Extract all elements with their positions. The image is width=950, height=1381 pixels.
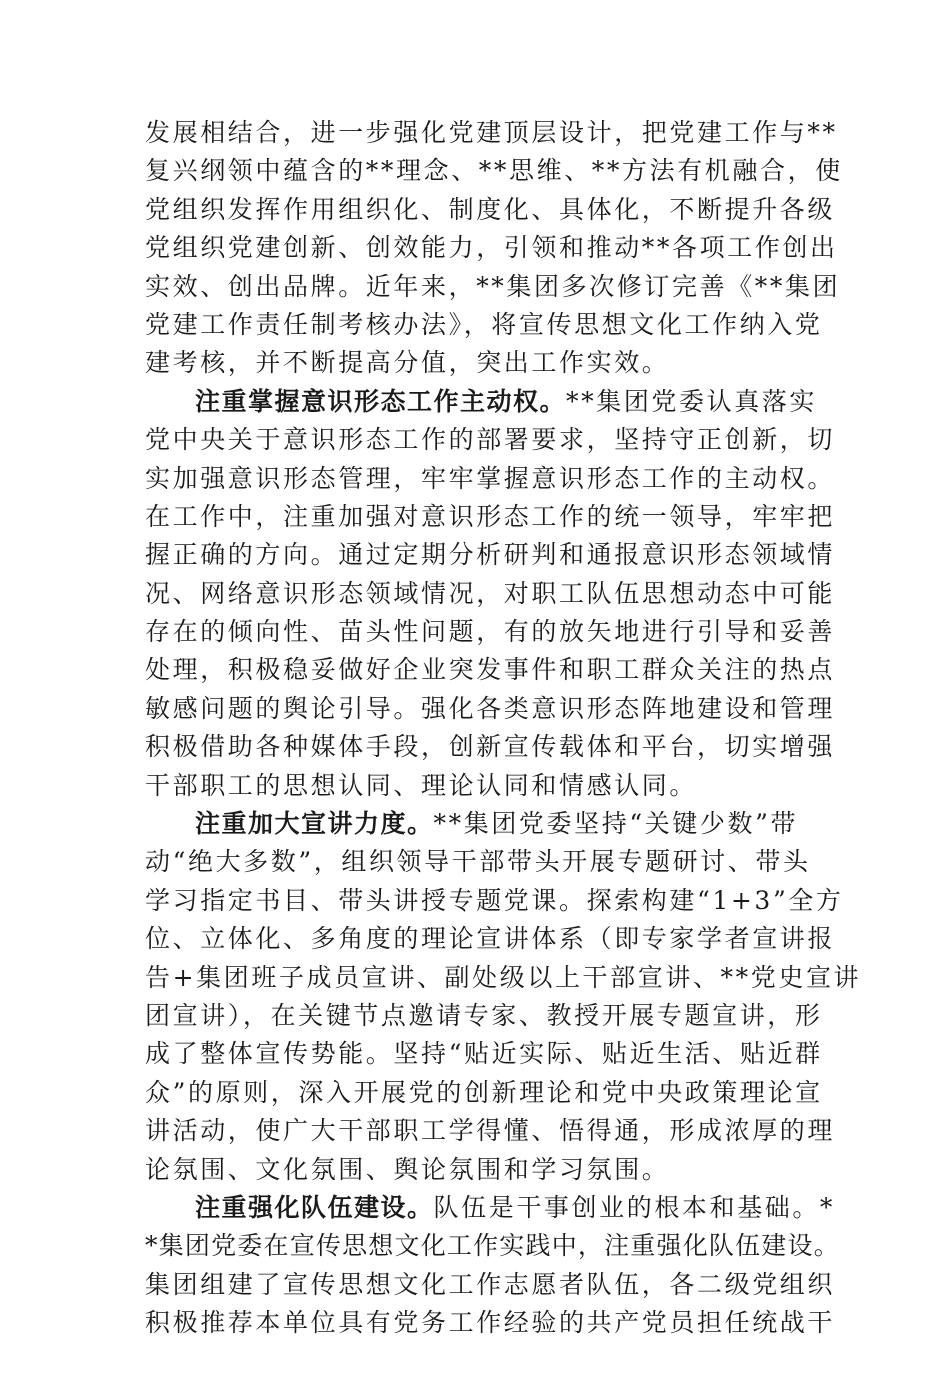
paragraph-line: 学习指定书目、带头讲授专题党课。探索构建“1+3”全方 xyxy=(145,885,844,915)
paragraph-line: *集团党委在宣传思想文化工作实践中，注重强化队伍建设。 xyxy=(145,1231,840,1261)
paragraph-line: 党组织党建创新、创效能力，引领和推动**各项工作创出 xyxy=(145,233,838,263)
paragraph-line: 实效、创出品牌。近年来，**集团多次修订完善《**集团 xyxy=(145,271,841,301)
paragraph-first-line xyxy=(145,383,845,421)
paragraph-text: **集团党委认真落实 xyxy=(566,386,818,416)
paragraph-line: 发展相结合，进一步强化党建顶层设计，把党建工作与** xyxy=(145,118,838,147)
paragraph-line: 党中央关于意识形态工作的部署要求，坚持守正创新，切 xyxy=(145,425,836,455)
paragraph-line: 动“绝大多数”，组织领导干部带头开展专题研讨、带头 xyxy=(145,847,811,877)
paragraph-line: 况、网络意识形态领域情况，对职工队伍思想动态中可能 xyxy=(145,578,836,608)
paragraph-line: 积极推荐本单位具有党务工作经验的共产党员担任统战干 xyxy=(145,1308,836,1338)
paragraph-line: 实加强意识形态管理，牢牢掌握意识形态工作的主动权。 xyxy=(145,463,836,493)
paragraph-line xyxy=(145,1343,845,1381)
paragraph-line: 握正确的方向。通过定期分析研判和通报意识形态领域情 xyxy=(145,540,836,570)
paragraph-text: 队伍是干事创业的根本和基础。* xyxy=(433,1192,836,1222)
section-heading: 注重加大宣讲力度。 xyxy=(195,809,434,839)
paragraph-line: 存在的倾向性、苗头性问题，有的放矢地进行引导和妥善 xyxy=(145,617,836,647)
paragraph-line: 复兴纲领中蕴含的**理念、**思维、**方法有机融合，使 xyxy=(145,156,843,186)
paragraph-line: 论氛围、文化氛围、舆论氛围和学习氛围。 xyxy=(145,1154,670,1184)
paragraph-line: 干部职工的思想认同、理论认同和情感认同。 xyxy=(145,770,698,800)
paragraph-line: 告+集团班子成员宣讲、副处级以上干部宣讲、**党史宣讲 xyxy=(145,962,862,992)
paragraph-line: 党组织发挥作用组织化、制度化、具体化，不断提升各级 xyxy=(145,194,836,224)
section-heading: 注重掌握意识形态工作主动权。 xyxy=(195,386,567,416)
paragraph-line: 位、立体化、多角度的理论宣讲体系（即专家学者宣讲报 xyxy=(145,924,836,954)
paragraph-first-line xyxy=(145,1189,845,1227)
paragraph-line: 敏感问题的舆论引导。强化各类意识形态阵地建设和管理 xyxy=(145,693,836,723)
paragraph-line: 积极借助各种媒体手段，创新宣传载体和平台，切实增强 xyxy=(145,732,836,762)
paragraph-line: 团宣讲），在关键节点邀请专家、教授开展专题宣讲，形 xyxy=(145,1000,823,1030)
paragraph-text: **集团党委坚持“关键少数”带 xyxy=(433,809,799,839)
paragraph-line: 集团组建了宣传思想文化工作志愿者队伍，各二级党组织 xyxy=(145,1269,836,1299)
section-heading: 注重强化队伍建设。 xyxy=(195,1192,434,1222)
paragraph-line: 在工作中，注重加强对意识形态工作的统一领导，牢牢把 xyxy=(145,501,836,531)
paragraph-line: 讲活动，使广大干部职工学得懂、悟得通，形成浓厚的理 xyxy=(145,1116,836,1146)
paragraph-first-line xyxy=(145,805,845,843)
paragraph-line: 处理，积极稳妥做好企业突发事件和职工群众关注的热点 xyxy=(145,655,836,685)
document-body xyxy=(145,114,862,1381)
paragraph-line: 成了整体宣传势能。坚持“贴近实际、贴近生活、贴近群 xyxy=(145,1039,823,1069)
paragraph-line: 众”的原则，深入开展党的创新理论和党中央政策理论宣 xyxy=(145,1077,823,1107)
paragraph-line: 建考核，并不断提高分值，突出工作实效。 xyxy=(145,348,670,378)
paragraph-line: 党建工作责任制考核办法》，将宣传思想文化工作纳入党 xyxy=(145,309,823,339)
